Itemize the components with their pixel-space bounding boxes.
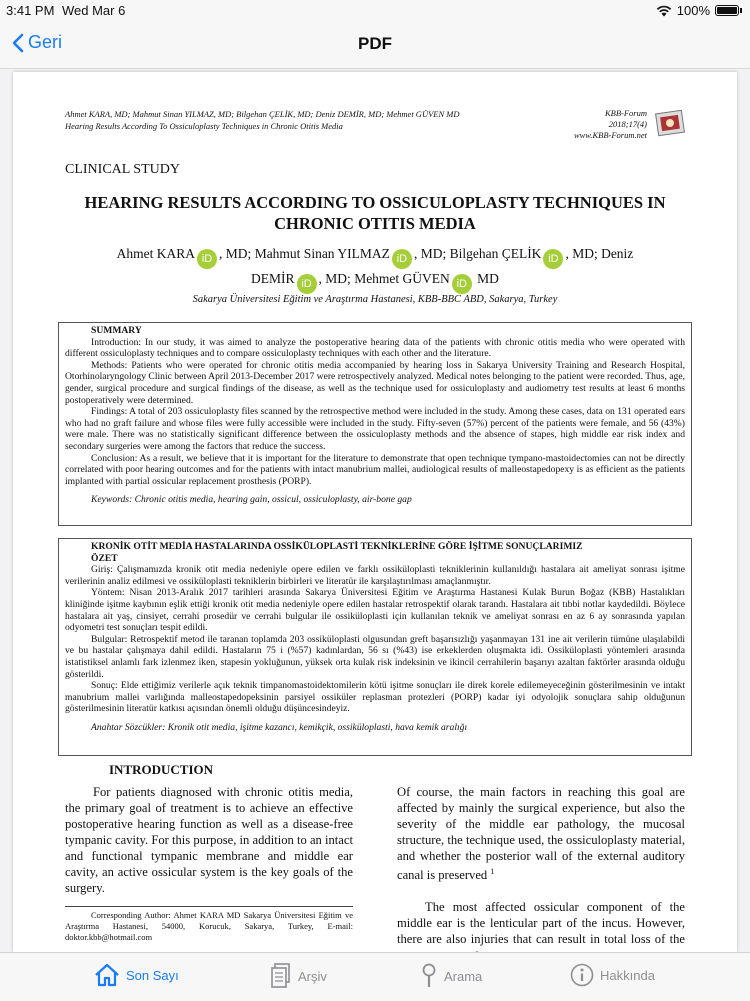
journal-logo-icon [653,106,687,140]
status-date: Wed Mar 6 [62,3,126,18]
ozet-bulgular: Bulgular: Retrospektif metod ile taranan toplamda 203 ossiküloplasti olgusundan greft başarısızlığı yaşanmayan 131 ine ait verilerin tümüne ulaşılabildi ve bu hastalar çalışmaya dahil edildi. Hastaların 75 i (%57) kadınlardan, 56 sı (%43) ise erkeklerden oluşmakta idi. Ossiküloplasti yöntemleri arasında istatistiksel anlamlı fark izlenmez iken, stapesin yokluğunun, yüksek orta kulak risk indeksinin ve ikincil cerrahilerin başarıyı azaltan faktörler arasında olduğu gösterildi. [65,633,685,680]
tab-bar [0,952,750,1001]
status-time: 3:41 PM [6,3,55,18]
tab-son-sayi[interactable] [94,963,179,987]
author-name: Bilgehan ÇELİK [449,246,542,261]
tab-hakkinda[interactable] [570,963,655,987]
ozet-box [58,538,692,756]
ozet-giris: Giriş: Çalışmamızda kronik otit media nedeniyle opere edilen ve farklı ossiküloplasti tekniklerinin kullanıldığı hastalara ait ameliyat sonrası işitme verilerinin analiz edilmesi ve ossiküloplasti tekniklerin birbirleri ve literatür ile karşılaştırılması amaçlanmıştır. [65,564,685,587]
navigation-bar [0,22,750,69]
footnote-corresponding: Corresponding Author: Ahmet KARA MD Sakarya Üniversitesi Eğitim ve Araştırma Hastanesi, 54000, Korucuk, Sakarya, Turkey, E-mail: doktor.kbb@hotmail.com [65,910,353,942]
intro-paragraph-3-text: The most affected ossicular component of the middle ear is the lenticular part of the incus. However, there are also injuries that can result in total loss of the [397,900,685,947]
back-label: Geri [28,32,63,52]
summary-introduction: Introduction: In our study, it was aimed to analyze the postoperative hearing data of the patients with chronic otitis media who were operated with different ossiculoplasty techniques and to compare ossiculoplasty techniques with each other and the literature. [65,336,685,360]
search-icon [420,963,438,989]
summary-keywords: Keywords: Chronic otitis media, hearing gain, ossicul, ossiculoplasty, air-bone gap [91,494,412,506]
summary-heading: SUMMARY [91,325,142,336]
ozet-sonuc: Sonuç: Elde ettiğimiz verilerle açık teknik timpanomastoidektomilerin kötü işitme sonuçları ile direk korele edilemeyeceğinin gösterilmesinin ve intakt manubrium mallei varlığında malleostapedopeksinin parsiyel ossiküler replasman protezleri (PORP) kadar iyi odyolojik sonuçlara sahip olduğunun gösterilmesinin literatür katkısı açısından önemli olduğu düşüncesindeyiz. [65,680,685,715]
author-name: Ahmet KARA [116,246,196,261]
battery-percent: 100% [676,3,710,18]
info-icon [570,963,594,987]
summary-findings: Findings: A total of 203 ossiculoplasty files scanned by the retrospective method were included in the study. Among these cases, data on 131 operated ears who had no graft failure and whose files were fully accessible were included in the study. Fifty-seven (57%) percent of the patients were female, and 56 (43%) were male. There was no statistically significant difference between the ossiculoplasty methods and the absence of stapes, high middle ear risk index and secondary surgeries were among the factors that reduce the success. [65,406,685,452]
orcid-icon[interactable]: iD [197,249,217,269]
author-suffix: , MD; [413,246,450,261]
tab-label: Arşiv [298,968,327,984]
battery-icon [715,5,739,16]
header-authors: Ahmet KARA, MD; Mahmut Sinan YILMAZ, MD; Bilgehan ÇELİK, MD; Deniz DEMİR, MD; Mehmet GÜVEN MD [65,109,460,119]
journal-website: www.KBB-Forum.net [573,130,647,140]
introduction-heading: INTRODUCTION [109,762,214,777]
ozet-keywords: Anahtar Sözcükler: Kronik otit media, işitme kazancı, kemikçik, ossiküloplasti, hava kemik aralığı [91,721,468,733]
left-column [65,762,353,896]
intro-paragraph-2-text: Of course, the main factors in reaching this goal are affected by mainly the surgical experience, but also the severity of the middle ear pathology, the mucosal structure, the technique used, the ossiculoplasty material, and whether the posterior wall of the external auditory canal is preserved [397,785,685,883]
wifi-icon [656,5,672,17]
orcid-icon[interactable]: iD [543,249,563,269]
status-bar [0,0,750,22]
tab-label: Hakkında [600,967,655,983]
nav-title: PDF [358,34,392,53]
author-name: DEMİR [251,271,295,286]
home-icon [94,963,120,987]
running-header-left [65,108,459,132]
orcid-icon[interactable]: iD [392,249,412,269]
intro-paragraph-2 [397,784,685,883]
affiliation: Sakarya Üniversitesi Eğitim ve Araştırma Hastanesi, KBB-BBC ABD, Sakarya, Turkey [192,294,558,305]
article-title: HEARING RESULTS ACCORDING TO OSSICULOPLASTY TECHNIQUES IN CHRONIC OTITIS MEDIA [84,193,666,233]
journal-volume: 2018;17(4) [608,119,647,129]
running-header-right [574,108,647,141]
author-name: Mehmet GÜVEN [354,271,450,286]
battery-tip [740,8,742,13]
pdf-page[interactable] [13,72,737,952]
archive-icon [270,963,292,989]
author-suffix: , MD; Deniz [565,246,634,261]
tab-label: Arama [444,968,483,984]
intro-paragraph-1: For patients diagnosed with chronic otitis media, the primary goal of treatment is to achieve an effective postoperative hearing function as well as a disease-free tympanic cavity. For this purpose, in addition to an intact and functional tympanic membrane and middle ear cavity, an active ossicular system is the key goals of the surgery. [65,785,353,895]
orcid-icon[interactable]: iD [452,274,472,294]
author-suffix: , MD; [219,246,255,261]
author-name: Mahmut Sinan YILMAZ [254,246,390,261]
tab-label: Son Sayı [126,967,179,983]
author-suffix: MD [473,271,499,286]
summary-box [58,322,692,526]
tab-arsiv[interactable] [270,963,327,989]
right-column [397,784,685,966]
ozet-subheading: ÖZET [91,552,118,564]
author-suffix: , MD; [318,271,355,286]
journal-name: KBB-Forum [604,108,647,118]
reference-1[interactable]: 1 [490,867,495,876]
summary-methods: Methods: Patients who were operated for chronic otitis media accompanied by hearing loss in Sakarya University Training and Research Hospital, Otorhinolaryngology Clinic between April 2013-December 2017 were retrospectively analyzed. Medical notes belonging to the patient were recorded. Thus, age, gender, surgical procedure and surgical findings of the disease, as well as the technique used for ossiculoplasty and audiometry test results at least 6 months postoperatively were determined. [65,359,685,406]
ozet-yontem: Yöntem: Nisan 2013-Aralık 2017 tarihleri arasında Sakarya Üniversitesi Eğitim ve Araştırma Hastanesi Kulak Burun Boğaz (KBB) Hastalıkları kliniğinde işitme kaybının eşlik ettiği kronik otit media nedeniyle opere edilen hastalar retrospektif olarak tarandı. Hastalara ait tıbbi notlar kaydedildi. Böylece hastalara ait yaş, cinsiyet, cerrahi prosedür ve cerrahi bulgular ile ossiküloplasti için kullanılan teknik ve ameliyat sonrası en az 6 ay sonrasında yapılan odyometri test sonuçları tespit edildi. [65,587,685,634]
orcid-icon[interactable]: iD [297,274,317,294]
status-right [656,3,742,18]
tab-arama[interactable] [420,963,482,989]
header-title: Hearing Results According To Ossiculoplasty Techniques in Chronic Otitis Media [65,121,343,131]
ozet-heading: KRONİK OTİT MEDİA HASTALARINDA OSSİKÜLOPLASTİ TEKNİKLERİNE GÖRE İŞİTME SONUÇLARIMIZ [91,541,583,552]
author-list [83,244,667,294]
section-label: CLINICAL STUDY [65,162,180,177]
summary-conclusion: Conclusion: As a result, we believe that it is important for the literature to demonstrate that open technique tympano-mastoidectomies can not be directly correlated with poor hearing outcomes and for the patients with intact manubrium mallei, audiological results of malleostapedopexy is as efficient as the patients implanted with partial ossicular replacement prosthesis (PORP). [65,452,685,487]
